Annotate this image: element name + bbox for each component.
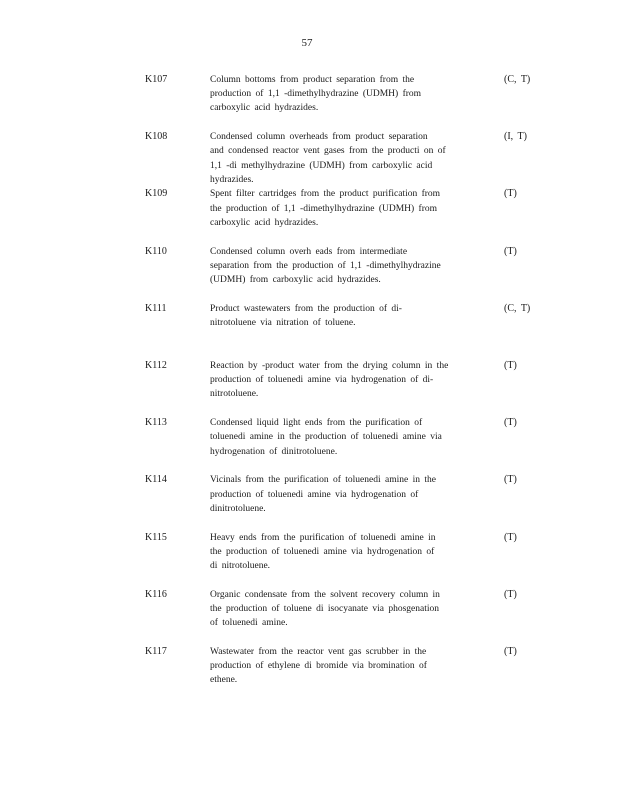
description-line: of toluenedi amine. [210,618,288,629]
description-line: separation from the production of 1,1 -dimethylhydrazine [210,260,441,271]
waste-entry-k116 [0,588,618,645]
waste-entry-k112 [0,359,618,416]
waste-entry-k115 [0,531,618,588]
waste-code: K109 [145,188,168,200]
waste-entry-k117 [0,645,618,702]
waste-code: K114 [145,474,167,486]
waste-code: K112 [145,359,167,371]
waste-description [210,473,485,516]
hazard-code: (C, T) [504,302,531,314]
waste-code: K117 [145,645,167,657]
hazard-code: (C, T) [504,74,531,85]
waste-description [210,245,485,288]
waste-entry-k109 [0,187,618,244]
description-line: Organic condensate from the solvent recovery column in [210,589,440,600]
waste-code: K108 [145,131,168,143]
description-line: hydrazides. [210,174,254,185]
waste-entry-k113 [0,416,618,473]
description-line: Column bottoms from product separation from the [210,75,415,85]
hazard-code: (T) [504,531,517,543]
waste-description [210,302,485,330]
description-line: toluenedi amine in the production of toluenedi amine via [210,432,442,443]
waste-code: K115 [145,531,167,543]
waste-description [210,130,485,187]
description-line: the production of 1,1 -dimethylhydrazine (UDMH) from [210,203,438,214]
hazard-code: (I, T) [504,131,527,143]
description-line: Condensed column overheads from product separation [210,132,428,143]
waste-entry-k114 [0,473,618,530]
waste-code-list [0,73,618,702]
description-line: and condensed reactor vent gases from the producti on of [210,146,446,157]
description-line: hydrogenation of dinitrotoluene. [210,446,338,457]
hazard-code: (T) [504,245,517,257]
description-line: nitrotoluene. [210,389,259,400]
description-line: carboxylic acid hydrazides. [210,103,319,114]
waste-description [210,645,485,688]
description-line: nitrotoluene via nitration of toluene. [210,317,356,328]
description-line: the production of toluenedi amine via hydrogenation of [210,546,435,557]
waste-code: K110 [145,245,167,257]
description-line: Heavy ends from the purification of toluenedi amine in [210,532,436,543]
description-line: 1,1 -di methylhydrazine (UDMH) from carboxylic acid [210,160,433,171]
waste-code: K111 [145,302,167,314]
description-line: the production of toluene di isocyanate via phosgenation [210,603,440,614]
description-line: Wastewater from the reactor vent gas scrubber in the [210,646,427,657]
waste-description [210,531,485,574]
description-line: Product wastewaters from the production of di- [210,303,402,314]
hazard-code: (T) [504,417,517,429]
description-line: Vicinals from the purification of toluenedi amine in the [210,475,436,486]
waste-code: K113 [145,417,167,429]
hazard-code: (T) [504,588,517,600]
description-line: production of 1,1 -dimethylhydrazine (UDMH) from [210,89,422,100]
description-line: production of toluenedi amine via hydrogenation of di- [210,375,434,386]
waste-entry-k108 [0,130,618,187]
hazard-code: (T) [504,474,517,486]
hazard-code: (T) [504,359,517,371]
description-line: Spent filter cartridges from the product purification from [210,189,441,200]
waste-description [210,187,485,230]
description-line: (UDMH) from carboxylic acid hydrazides. [210,274,381,285]
description-line: Condensed liquid light ends from the purification of [210,418,423,429]
waste-entry-k111 [0,302,618,359]
waste-description [210,588,485,631]
description-line: Condensed column overh eads from intermediate [210,246,408,257]
waste-code: K116 [145,588,167,600]
description-line: Reaction by -product water from the drying column in the [210,360,449,371]
waste-entry-k110 [0,245,618,302]
waste-code: K107 [145,74,168,85]
description-line: production of toluenedi amine via hydrogenation of [210,489,419,500]
waste-description [210,73,485,116]
hazard-code: (T) [504,645,517,657]
hazard-code: (T) [504,188,517,200]
description-line: ethene. [210,675,238,686]
waste-description [210,416,485,459]
description-line: carboxylic acid hydrazides. [210,217,319,228]
description-line: di nitrotoluene. [210,560,271,571]
description-line: dinitrotoluene. [210,503,266,514]
description-line: production of ethylene di bromide via bromination of [210,661,427,672]
waste-entry-k107 [0,73,618,130]
waste-description [210,359,485,402]
page-number: 57 [301,37,313,49]
